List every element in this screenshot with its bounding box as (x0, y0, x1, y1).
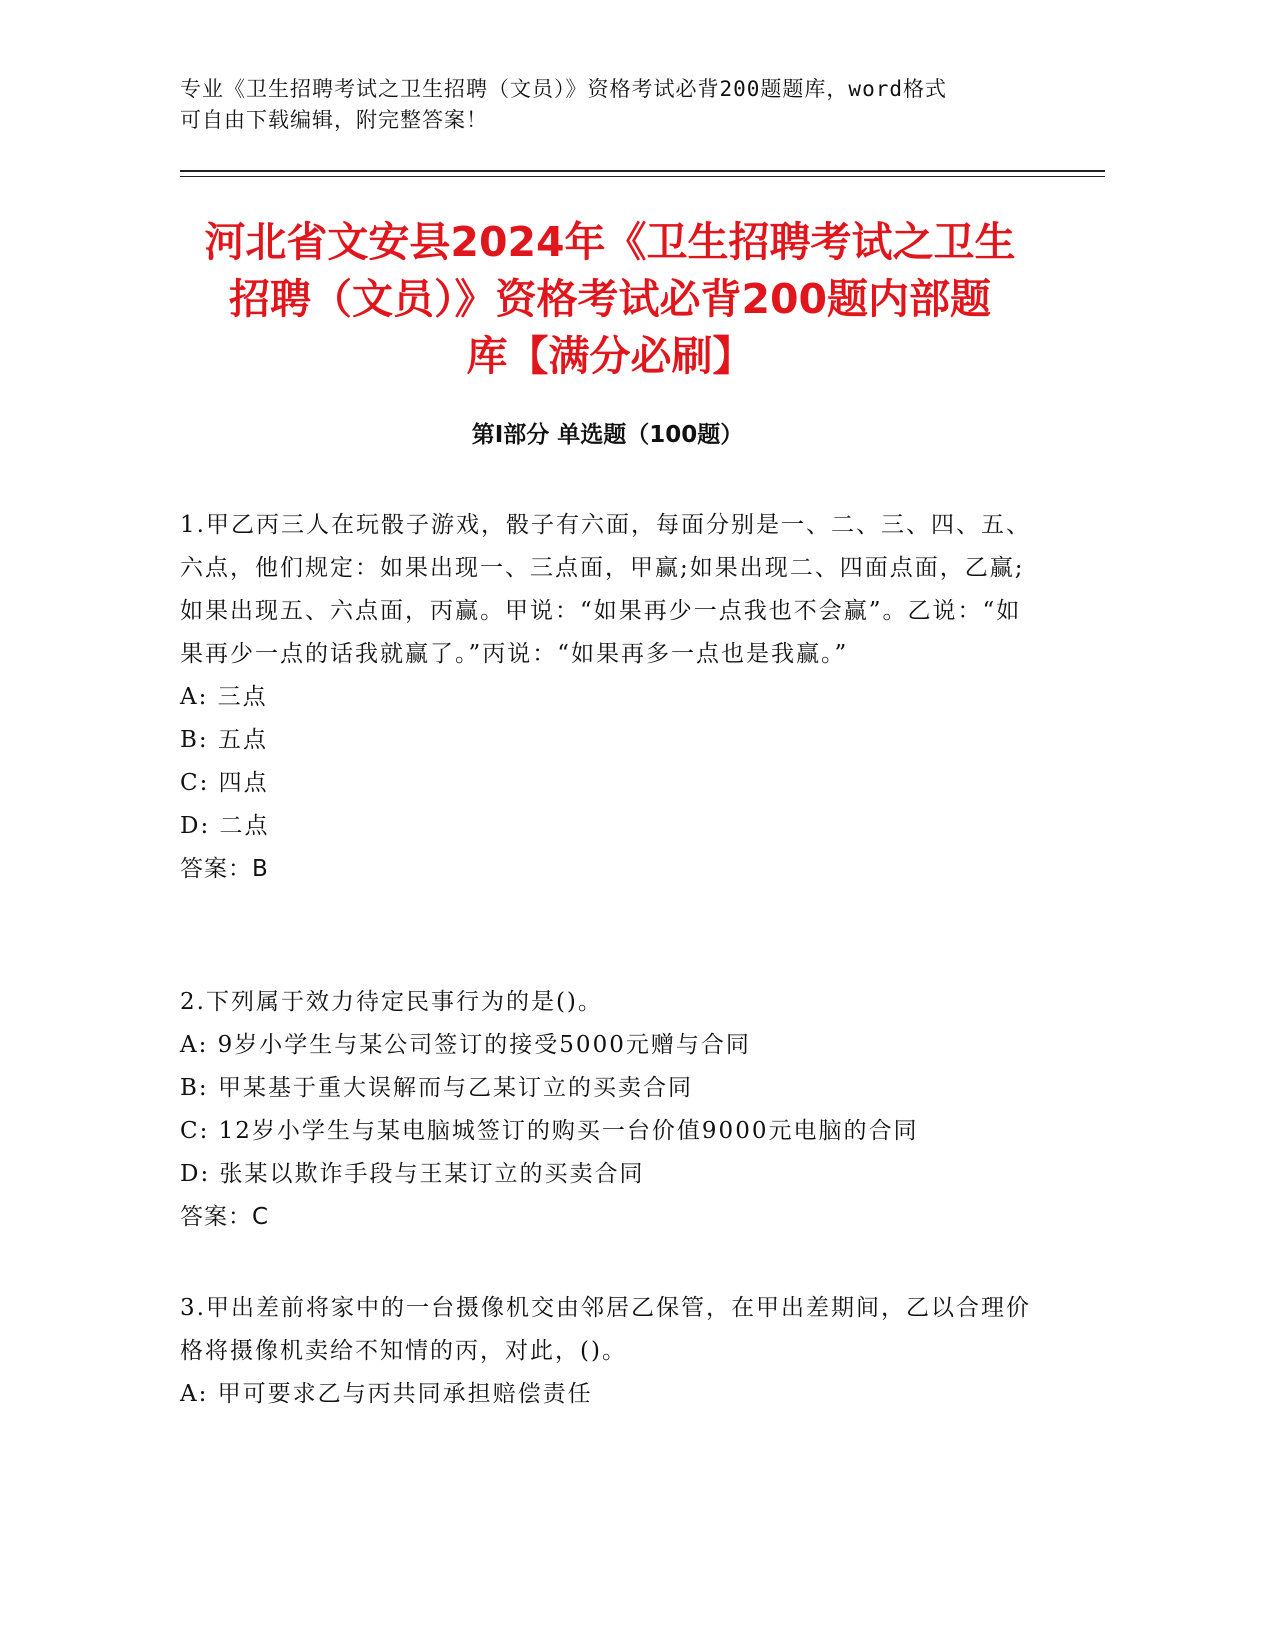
question-block (180, 1287, 1040, 1416)
option-d: D: 张某以欺诈手段与王某订立的买卖合同 (180, 1161, 645, 1187)
question-stem: 1.甲乙丙三人在玩骰子游戏，骰子有六面，每面分别是一、二、三、四、五、六点，他们规定：如果出现一、三点面，甲赢;如果出现二、四面点面，乙赢;如果出现五、六点面，丙赢。甲说：“如果再少一点我也不会赢”。乙说：“如果再少一点的话我就赢了。”丙说：“如果再多一点也是我赢。” (180, 512, 1031, 667)
option-b: B: 甲某基于重大误解而与乙某订立的买卖合同 (180, 1075, 693, 1101)
answer-line: 答案：B (180, 856, 269, 882)
option-a: A: 9岁小学生与某公司签订的接受5000元赠与合同 (180, 1032, 751, 1058)
question-stem: 3.甲出差前将家中的一台摄像机交由邻居乙保管，在甲出差期间，乙以合理价格将摄像机卖给不知情的丙，对此，()。 (180, 1295, 1031, 1364)
question-block (180, 981, 1040, 1239)
document-title-line: 库【满分必刷】 (466, 332, 754, 380)
option-a: A: 甲可要求乙与丙共同承担赔偿责任 (180, 1381, 593, 1407)
header-note-line: 可自由下载编辑，附完整答案！ (180, 108, 488, 132)
answer-line: 答案：C (180, 1204, 270, 1230)
option-c: C: 四点 (180, 770, 269, 796)
section-heading: 第Ⅰ部分 单选题（100题） (471, 422, 744, 448)
option-b: B: 五点 (180, 727, 268, 753)
question-block (180, 504, 1040, 891)
document-title (170, 214, 1050, 385)
option-d: D: 二点 (180, 813, 270, 839)
option-c: C: 12岁小学生与某电脑城签订的购买一台价值9000元电脑的合同 (180, 1118, 919, 1144)
header-divider-thin (180, 176, 1105, 177)
document-title-line: 招聘（文员）》资格考试必背200题内部题 (228, 275, 992, 323)
header-note (180, 74, 1060, 136)
option-a: A: 三点 (180, 684, 268, 710)
document-title-line: 河北省文安县2024年《卫生招聘考试之卫生 (204, 218, 1016, 266)
header-divider (180, 170, 1105, 172)
question-stem: 2.下列属于效力待定民事行为的是()。 (180, 989, 603, 1015)
header-note-line: 专业《卫生招聘考试之卫生招聘（文员）》资格考试必背200题题库，word格式 (180, 77, 947, 101)
